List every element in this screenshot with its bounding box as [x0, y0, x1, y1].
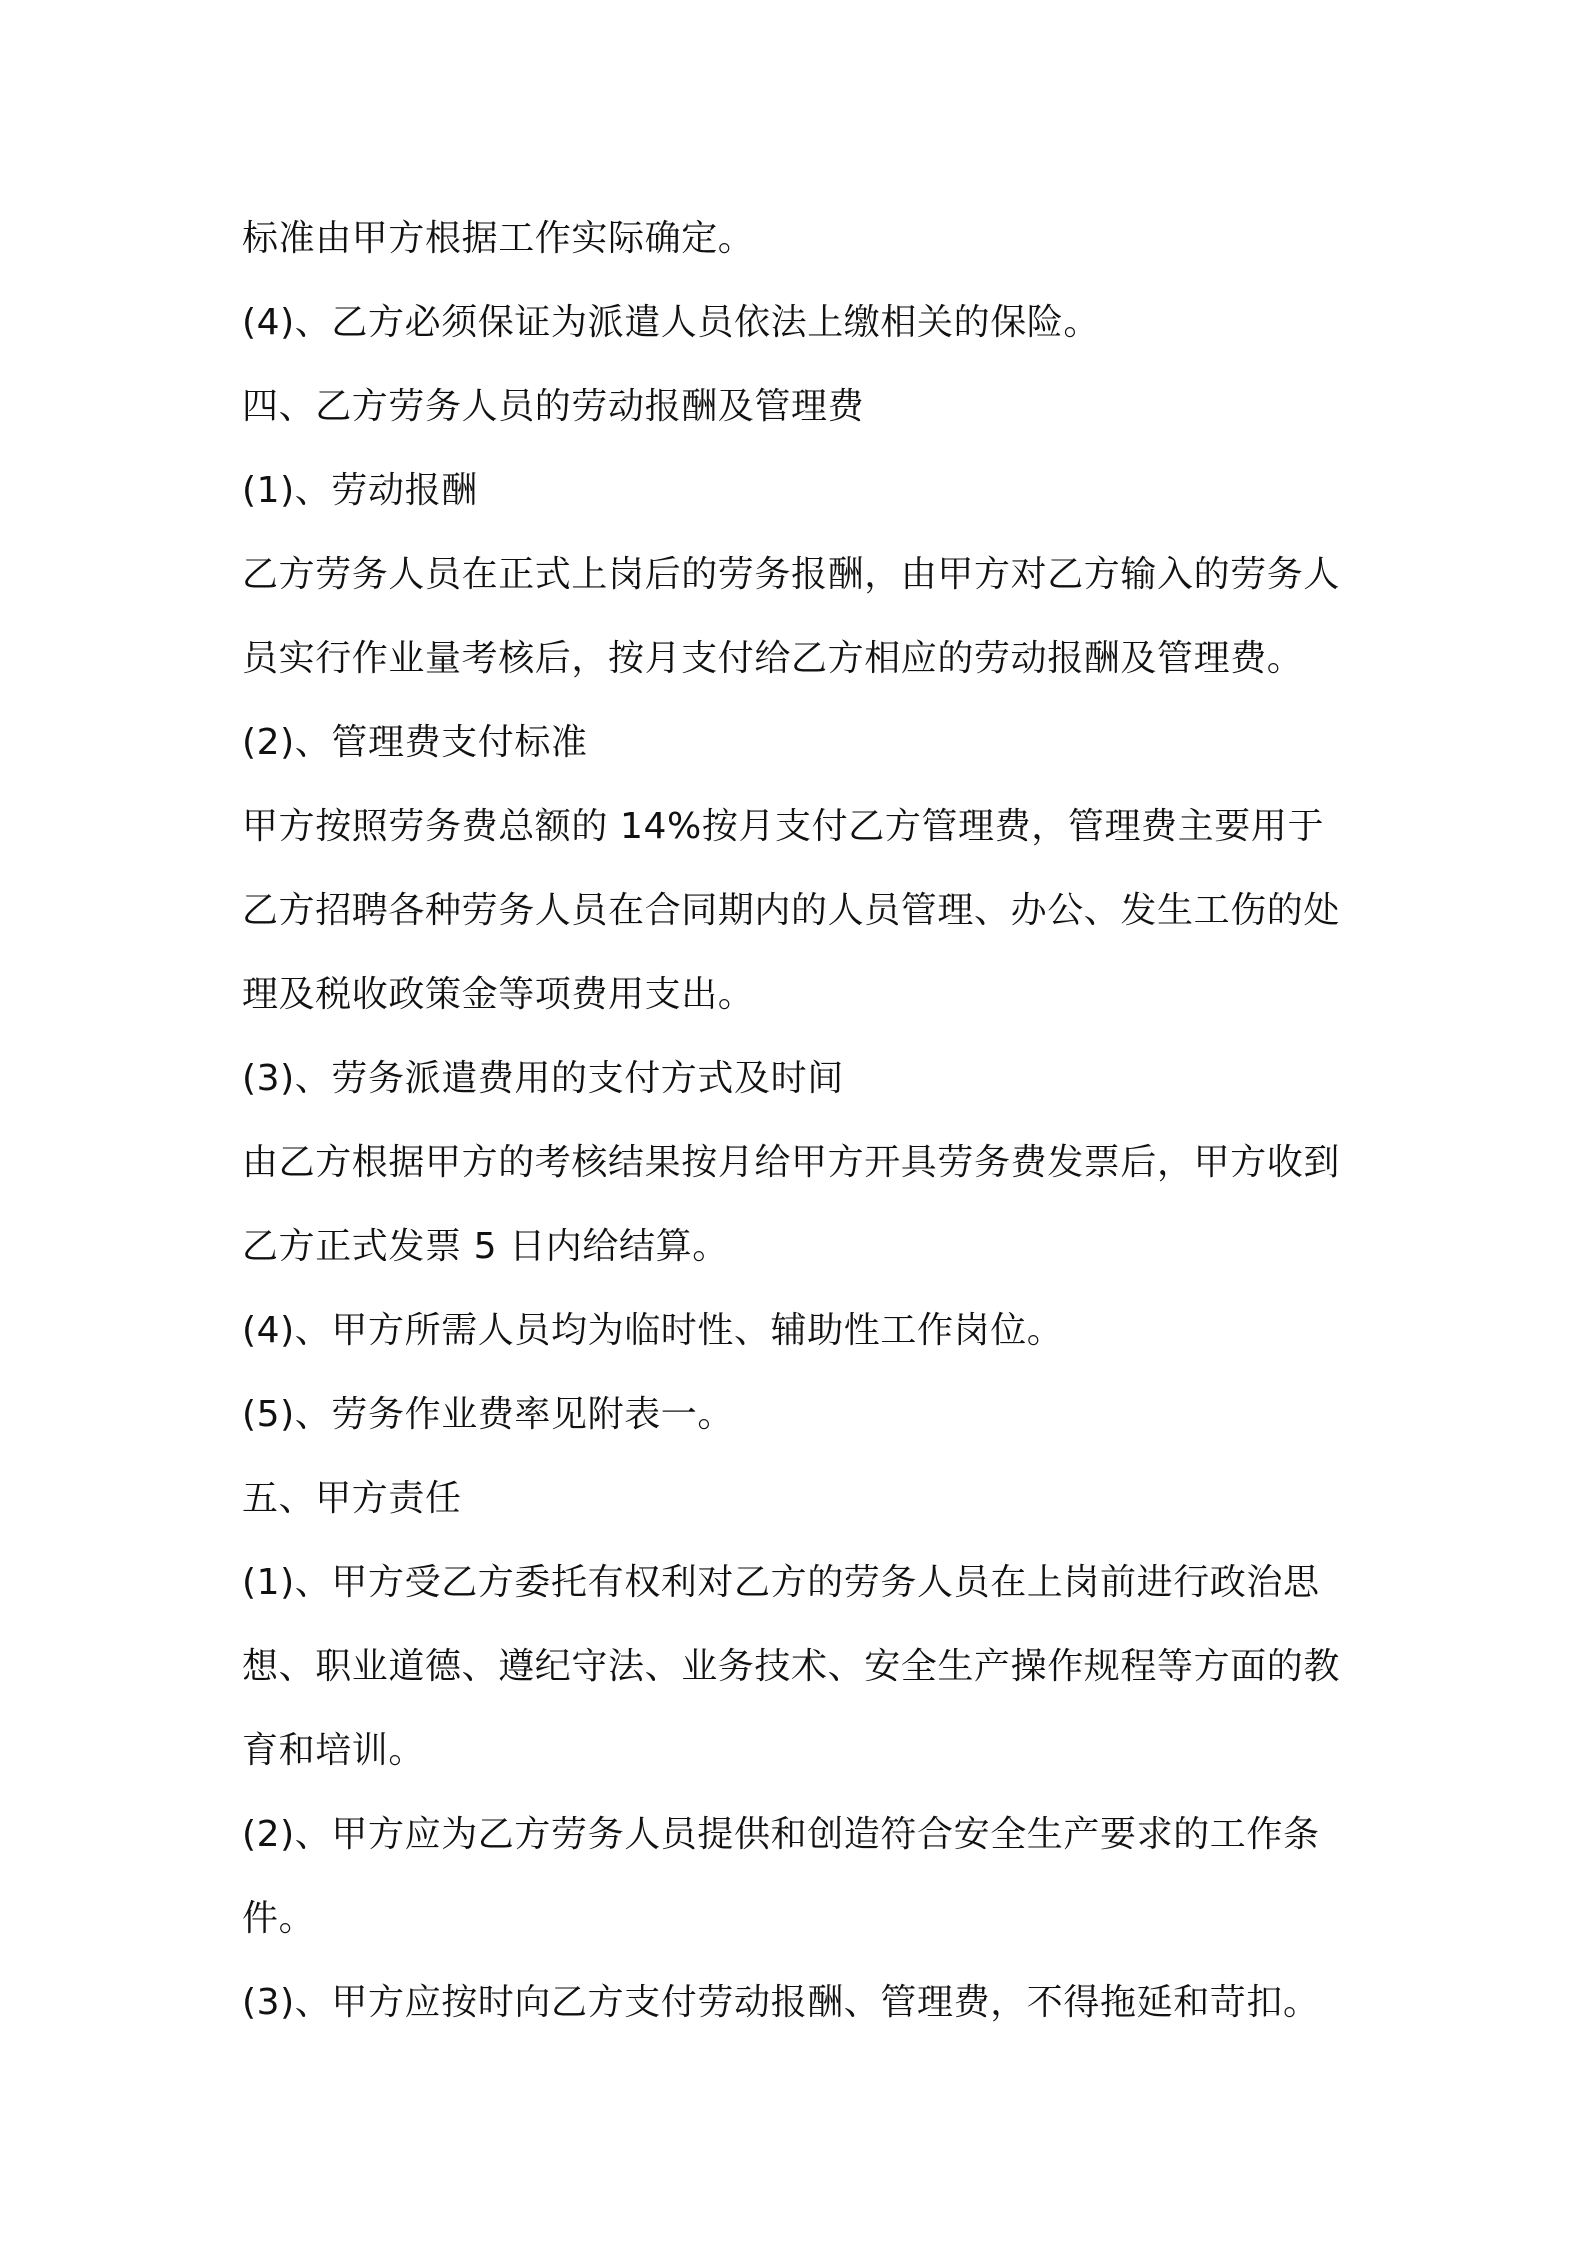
text-line: 育和培训。 [242, 1730, 426, 1771]
text-line: (5)、劳务作业费率见附表一。 [242, 1394, 734, 1435]
text-line: (1)、甲方受乙方委托有权利对乙方的劳务人员在上岗前进行政治思 [242, 1562, 1320, 1603]
text-line: 员实行作业量考核后，按月支付给乙方相应的劳动报酬及管理费。 [242, 638, 1304, 679]
text-line: 标准由甲方根据工作实际确定。 [242, 218, 755, 259]
text-line: 乙方劳务人员在正式上岗后的劳务报酬，由甲方对乙方输入的劳务人 [242, 554, 1341, 595]
text-line: (2)、甲方应为乙方劳务人员提供和创造符合安全生产要求的工作条 [242, 1814, 1320, 1855]
sub-heading: (1)、劳动报酬 [242, 470, 478, 511]
text-line: 件。 [242, 1898, 316, 1939]
text-line: (3)、甲方应按时向乙方支付劳动报酬、管理费，不得拖延和苛扣。 [242, 1982, 1320, 2023]
section-heading: 四、乙方劳务人员的劳动报酬及管理费 [242, 386, 865, 427]
text-line: 由乙方根据甲方的考核结果按月给甲方开具劳务费发票后，甲方收到 [242, 1142, 1341, 1183]
document-body [242, 197, 1362, 2045]
sub-heading: (3)、劳务派遣费用的支付方式及时间 [242, 1058, 844, 1099]
section-heading: 五、甲方责任 [242, 1478, 462, 1519]
text-line: 想、职业道德、遵纪守法、业务技术、安全生产操作规程等方面的教 [242, 1646, 1341, 1687]
text-line: (4)、乙方必须保证为派遣人员依法上缴相关的保险。 [242, 302, 1100, 343]
text-line: 甲方按照劳务费总额的 14%按月支付乙方管理费，管理费主要用于 [242, 806, 1325, 847]
text-line: 乙方招聘各种劳务人员在合同期内的人员管理、办公、发生工伤的处 [242, 890, 1341, 931]
text-line: (4)、甲方所需人员均为临时性、辅助性工作岗位。 [242, 1310, 1064, 1351]
text-line: 理及税收政策金等项费用支出。 [242, 974, 755, 1015]
text-line: 乙方正式发票 5 日内给结算。 [242, 1226, 729, 1267]
sub-heading: (2)、管理费支付标准 [242, 722, 588, 763]
